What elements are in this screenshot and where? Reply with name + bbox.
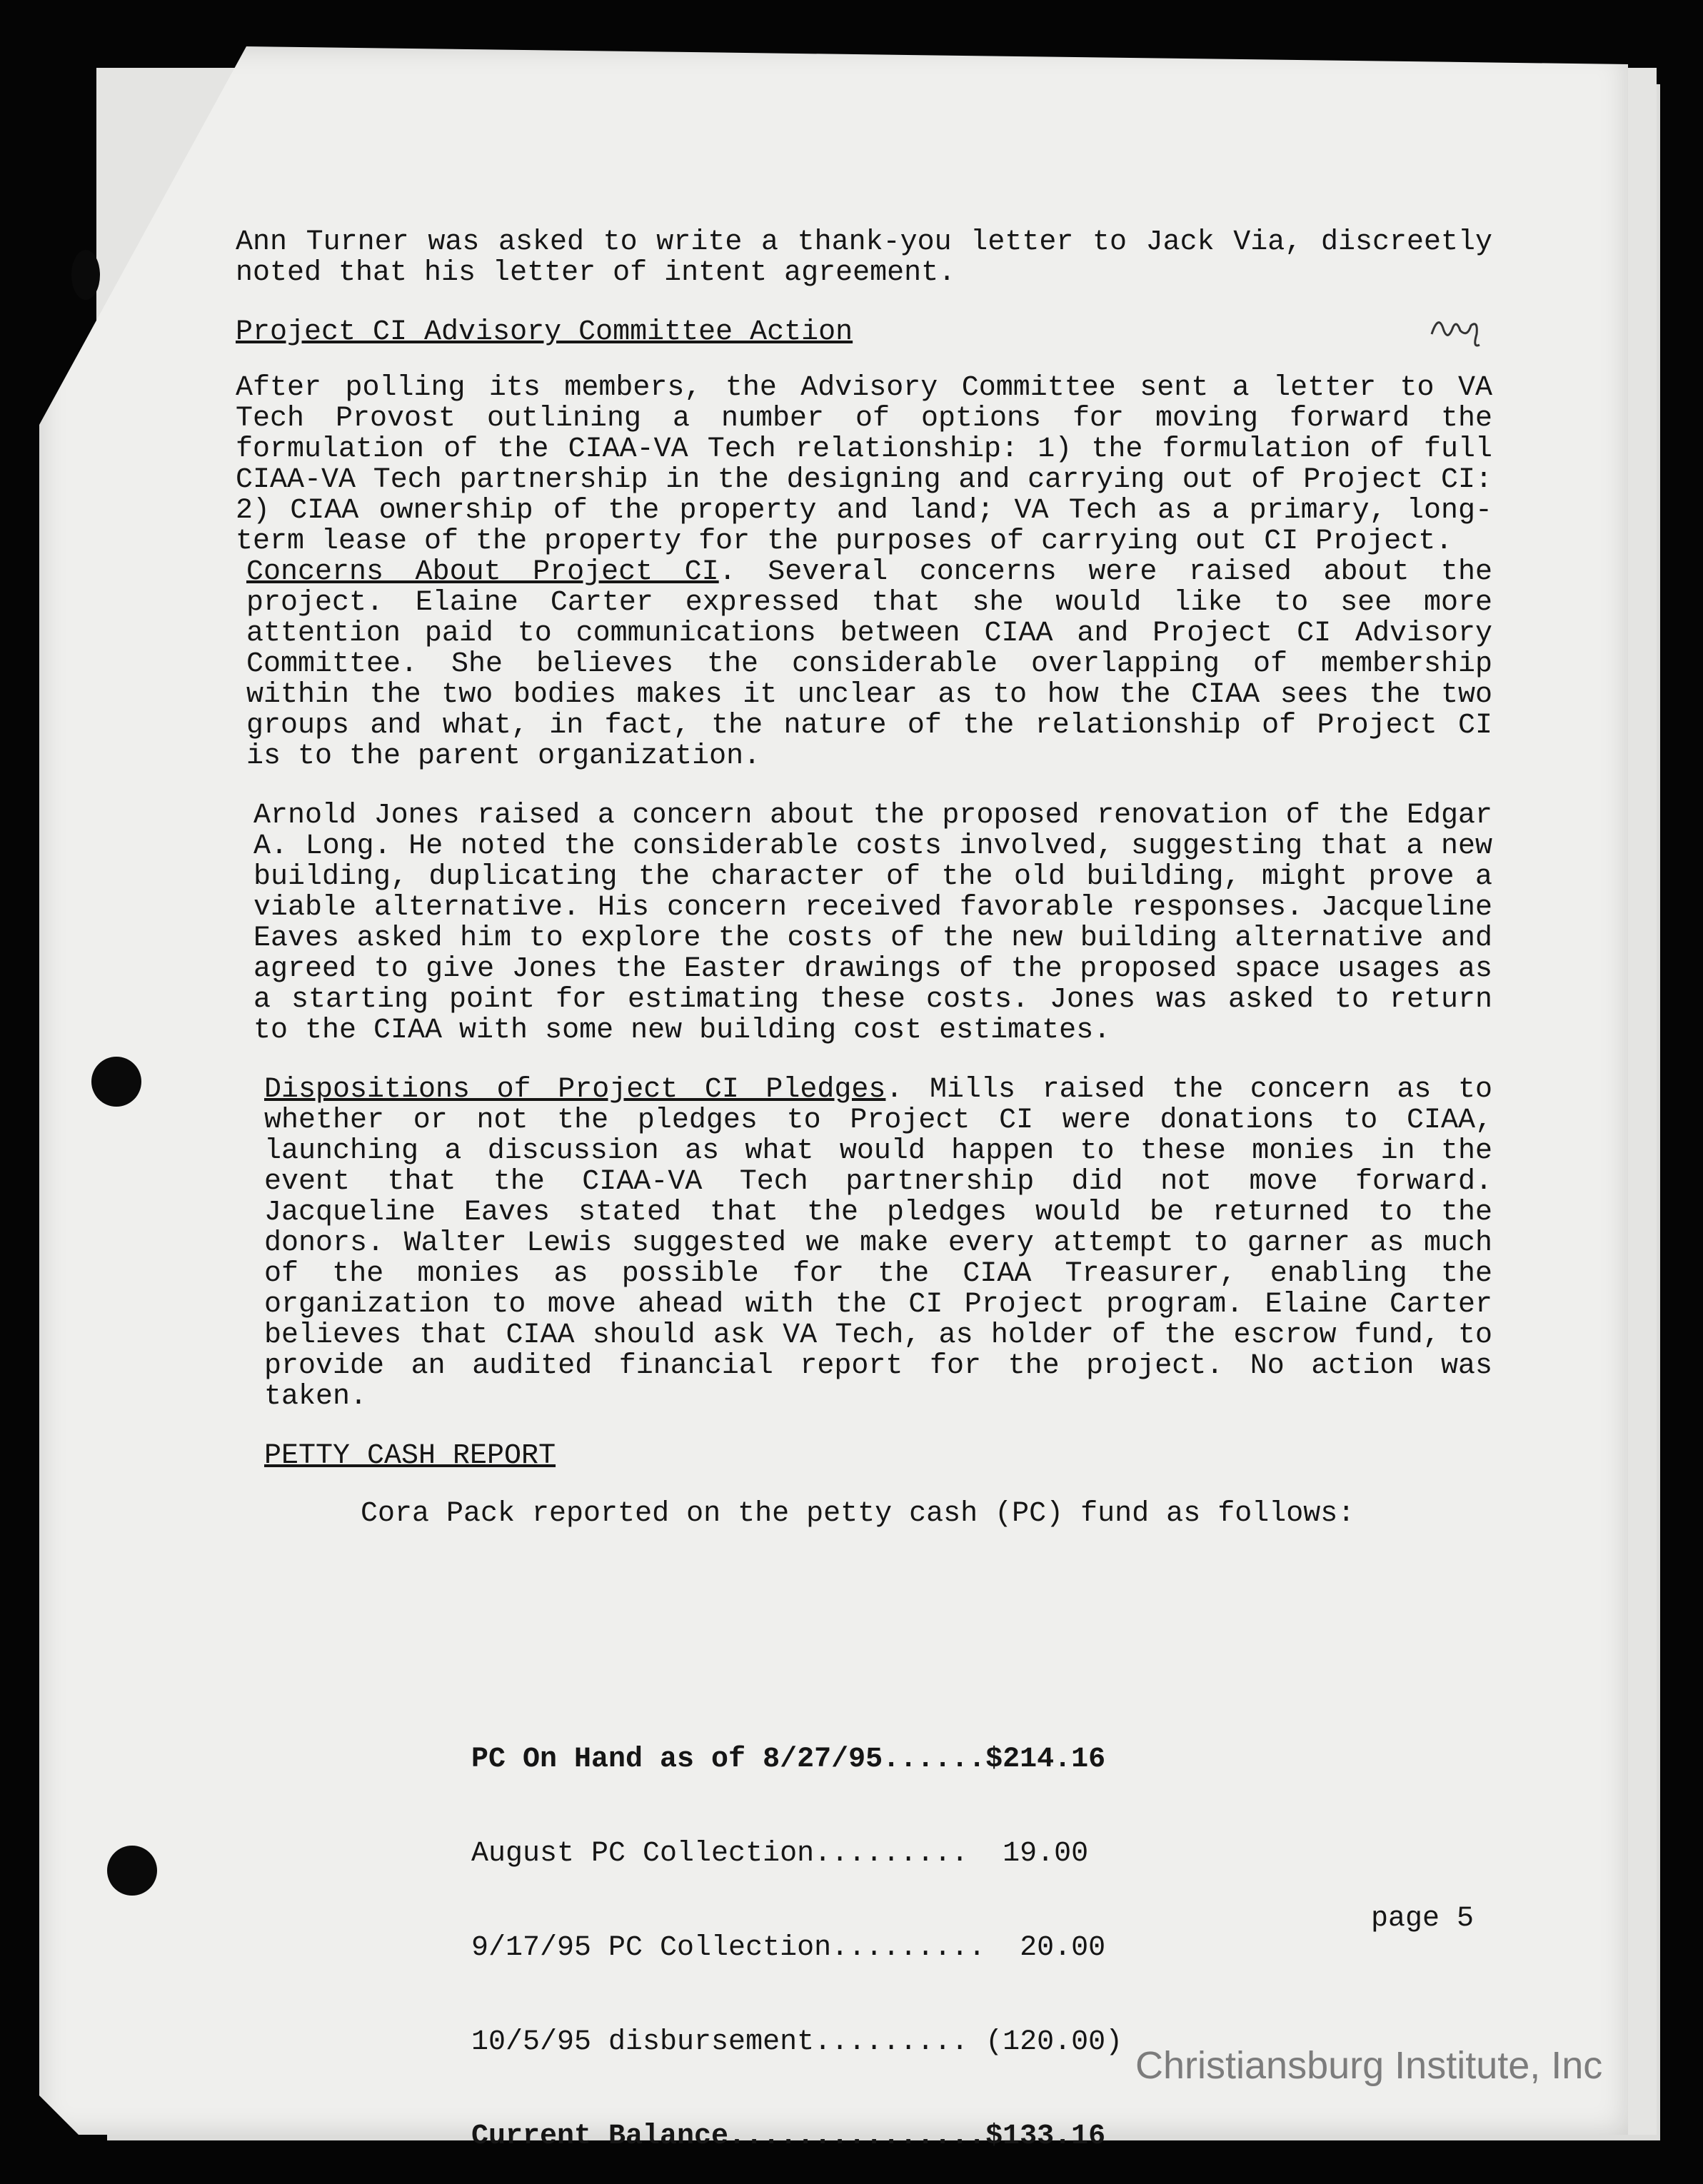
watermark: Christiansburg Institute, Inc [1135,2044,1603,2087]
opening-paragraph: Ann Turner was asked to write a thank-you letter to Jack Via, discreetly noted that his letter of intent agreement. [236,226,1492,289]
punch-hole [107,1846,157,1896]
concerns-paragraph [236,557,1492,772]
document-body [236,227,1492,1558]
petty-cash-ledger [471,1681,1122,2184]
petty-cash-intro: Cora Pack reported on the petty cash (PC) fund as follows: [361,1498,1355,1530]
concerns-heading: Concerns About Project CI [246,556,719,588]
handwritten-initials [1428,306,1492,356]
section-title: Project CI Advisory Committee Action [236,316,853,348]
concerns-text: . Several concerns were raised about the project. Elaine Carter expressed that she would like to see more attention paid to communications between CIAA and Project CI Advisory Committee. She believes the considerable overlapping of membership within the two bodies makes it unclear as to how the CIAA sees the two groups and what, in fact, the nature of the relationship of Project CI is to the parent organization. [246,556,1492,773]
page-number: page 5 [1371,1903,1475,1935]
punch-hole [71,250,100,300]
pledges-text: . Mills raised the concern as to whether or not the pledges to Project CI were donations to CIAA, launching a discussion as what would happen to these monies in the event that the CIAA-VA Tech partnership did not move forward. Jacqueline Eaves stated that the pledges would be returned to the donors. Walter Lewis suggested we make every attempt to garner as much of the monies as possible for the CIAA Treasurer, enabling the organization to move ahead with the CI Project program. Elaine Carter believes that CIAA should ask VA Tech, as holder of the escrow fund, to provide an audited financial report for the project. No action was taken. [264,1074,1493,1413]
pledges-heading: Dispositions of Project CI Pledges [264,1074,886,1106]
jones-paragraph: Arnold Jones raised a concern about the proposed renovation of the Edgar A. Long. He noted the considerable costs involved, suggesting that a new building, duplicating the character of the old building, might prove a viable alternative. His concern received favorable responses. Jacqueline Eaves asked him to explore the costs of the new building alternative and agreed to give Jones the Easter drawings of the proposed space usages as a starting point for estimating these costs. Jones was asked to return to the CIAA with some new building cost estimates. [253,800,1492,1047]
ledger-row: August PC Collection......... 19.00 [471,1838,1089,1870]
ledger-row: 9/17/95 PC Collection......... 20.00 [471,1932,1106,1964]
ledger-row: PC On Hand as of 8/27/95......$214.16 [471,1743,1106,1776]
pledges-paragraph [236,1075,1492,1412]
advisory-paragraph: After polling its members, the Advisory Committee sent a letter to VA Tech Provost outlining a number of options for moving forward the formulation of the CIAA-VA Tech relationship: 1) the formulation of full CIAA-VA Tech partnership in the designing and carrying out of Project CI: 2) CIAA ownership of the property and land; VA Tech as a primary, long-term lease of the property for the purposes of carrying out CI Project. [236,372,1492,558]
ledger-row: 10/5/95 disbursement......... (120.00) [471,2026,1123,2058]
ledger-row: Current Balance...............$133.16 [471,2120,1106,2153]
punch-hole [91,1057,141,1107]
petty-cash-heading: PETTY CASH REPORT [264,1440,556,1472]
